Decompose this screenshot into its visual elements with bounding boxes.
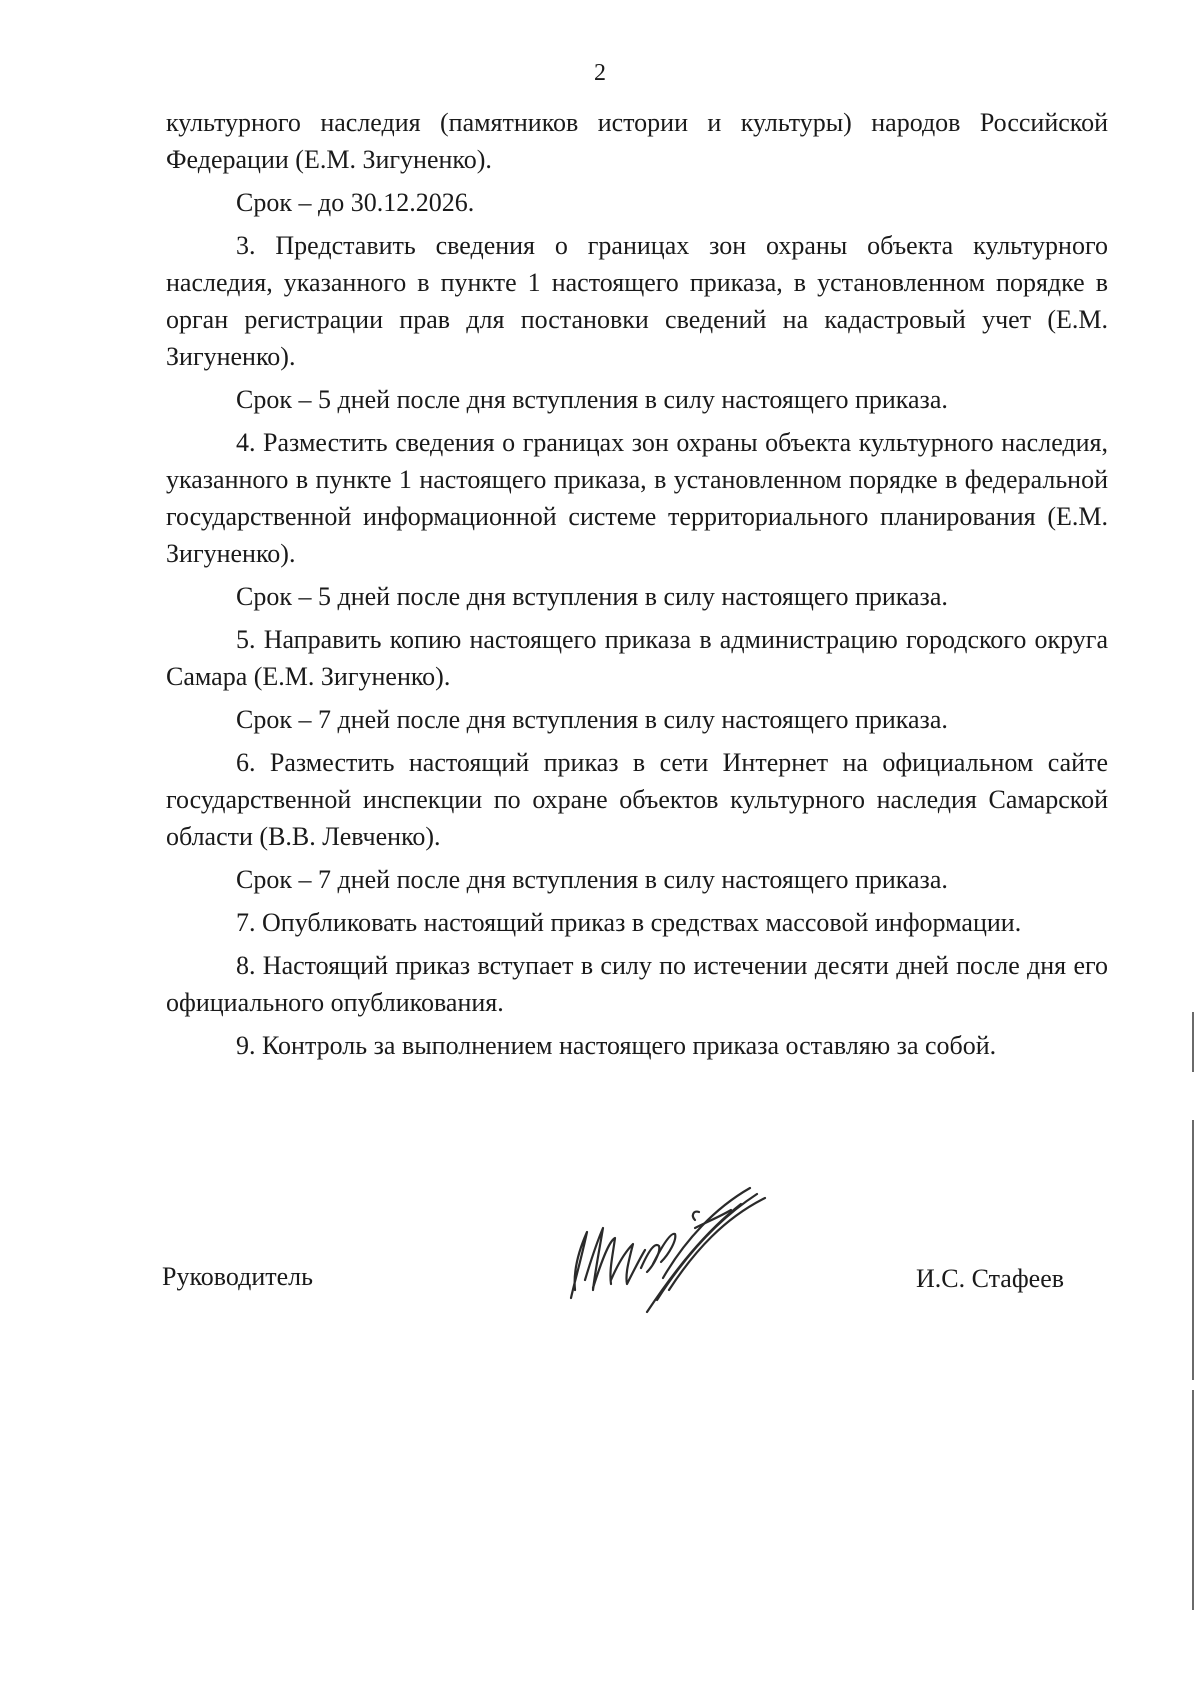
paragraph-item-6: 6. Разместить настоящий приказ в сети Интернет на официальном сайте государственной инспекции по охране объектов культурного наследия Самарской области (В.В. Левченко). xyxy=(166,748,1108,851)
page-number: 2 xyxy=(594,60,606,86)
scan-edge-mark xyxy=(1192,1390,1194,1610)
paragraph-item-5: 5. Направить копию настоящего приказа в администрацию городского округа Самара (Е.М. Зигуненко). xyxy=(166,625,1108,691)
paragraph-item-4: 4. Разместить сведения о границах зон охраны объекта культурного наследия, указанного в пункте 1 настоящего приказа, в установленном порядке в федеральной государственной информационной системе территориального планирования (Е.М. Зигуненко). xyxy=(166,428,1108,568)
paragraph-deadline: Срок – 7 дней после дня вступления в силу настоящего приказа. xyxy=(236,865,948,894)
scan-edge-mark xyxy=(1192,1012,1194,1072)
paragraph-item-8: 8. Настоящий приказ вступает в силу по истечении десяти дней после дня его официального опубликования. xyxy=(166,951,1108,1017)
signature-block xyxy=(0,1180,1200,1310)
scan-edge-mark xyxy=(1192,1120,1194,1380)
handwritten-signature xyxy=(545,1180,785,1320)
paragraph-deadline: Срок – до 30.12.2026. xyxy=(236,188,475,217)
paragraph-item-3: 3. Представить сведения о границах зон охраны объекта культурного наследия, указанного в пункте 1 настоящего приказа, в установленном порядке в орган регистрации прав для постановки сведений на кадастровый учет (Е.М. Зигуненко). xyxy=(166,231,1108,371)
signatory-name: И.С. Стафеев xyxy=(916,1264,1065,1293)
paragraph-continuation: культурного наследия (памятников истории и культуры) народов Российской Федерации (Е.М. Зигуненко). xyxy=(166,108,1108,174)
document-body xyxy=(166,104,1108,1070)
paragraph-item-9: 9. Контроль за выполнением настоящего приказа оставляю за собой. xyxy=(236,1031,997,1060)
paragraph-deadline: Срок – 7 дней после дня вступления в силу настоящего приказа. xyxy=(236,705,948,734)
paragraph-deadline: Срок – 5 дней после дня вступления в силу настоящего приказа. xyxy=(236,582,948,611)
paragraph-deadline: Срок – 5 дней после дня вступления в силу настоящего приказа. xyxy=(236,385,948,414)
signatory-title: Руководитель xyxy=(162,1262,313,1291)
paragraph-item-7: 7. Опубликовать настоящий приказ в средствах массовой информации. xyxy=(236,908,1022,937)
